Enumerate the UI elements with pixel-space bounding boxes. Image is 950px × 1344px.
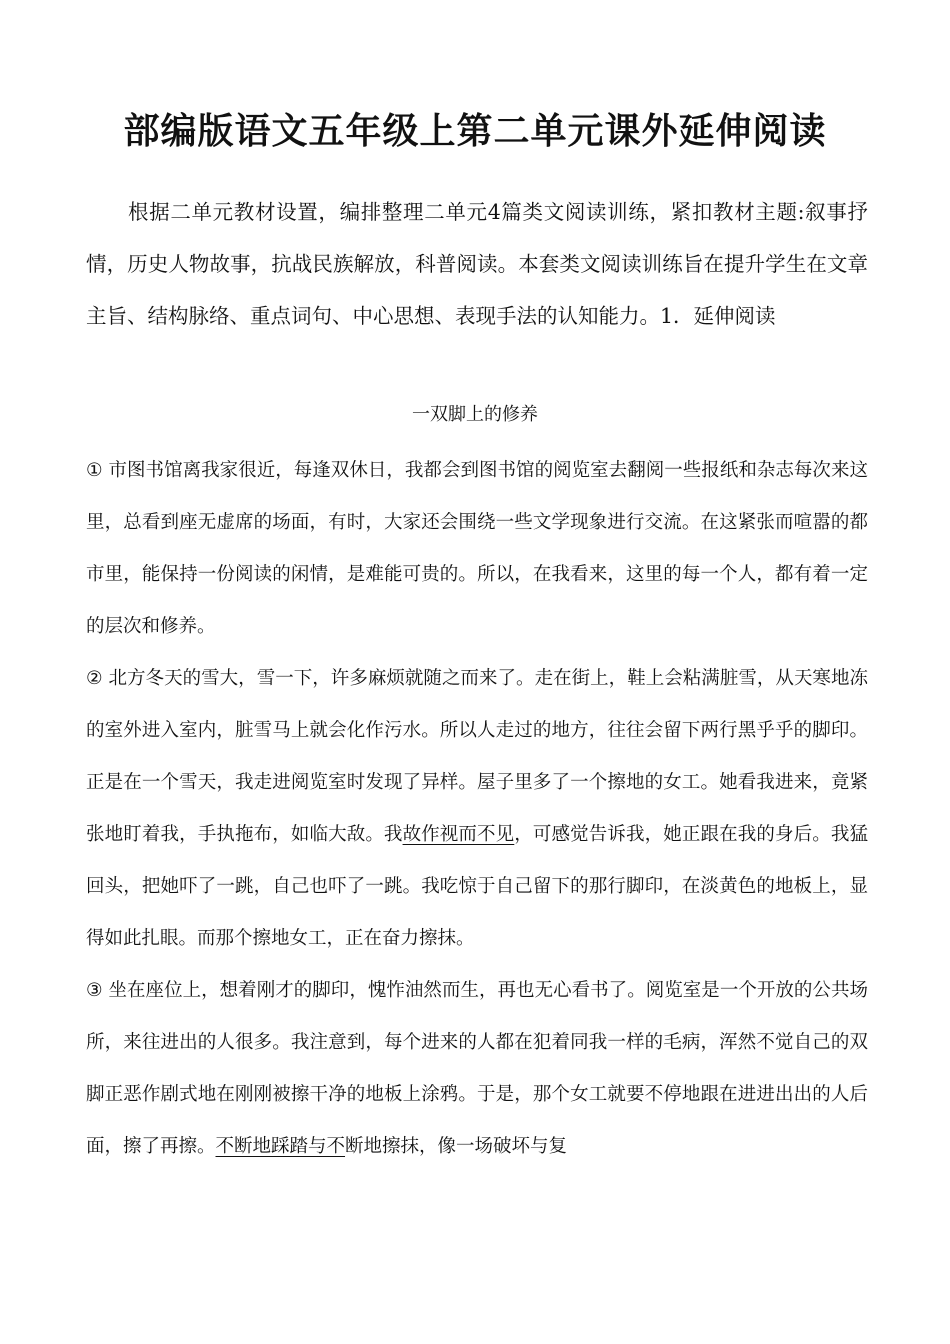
paragraph-2-underlined-phrase: 故作视而不见 <box>402 824 515 845</box>
document-title: 部编版语文五年级上第二单元课外延伸阅读 <box>123 111 827 152</box>
paragraph-1: ① 市图书馆离我家很近，每逢双休日，我都会到图书馆的阅览室去翻阅一些报纸和杂志每次来这里，总看到座无虚席的场面，有时，大家还会围绕一些文学现象进行交流。在这紧张而喧嚣的都市里，能保持一份阅读的闲情，是难能可贵的。所以，在我看来，这里的每一个人，都有着一定的层次和修养。 <box>86 460 868 637</box>
paragraph-3-text-after: 断地擦抹，像一场破坏与复 <box>345 1136 568 1157</box>
intro-paragraph: 根据二单元教材设置，编排整理二单元4篇类文阅读训练，紧扣教材主题:叙事抒情，历史人物故事，抗战民族解放，科普阅读。本套类文阅读训练旨在提升学生在文章主旨、结构脉络、重点词句、中心思想、表现手法的认知能力。1．延伸阅读 <box>86 200 868 328</box>
paragraph-2-text-before: ② 北方冬天的雪大，雪一下，许多麻烦就随之而来了。走在街上，鞋上会粘满脏雪，从天寒地冻的室外进入室内，脏雪马上就会化作污水。所以人走过的地方，往往会留下两行黑乎乎的脚印。正是在一个雪天，我走进阅览室时发现了异样。屋子里多了一个擦地的女工。她看我进来，竟紧张地盯着我，手执拖布，如临大敌。我 <box>86 668 868 845</box>
paragraph-2 <box>86 653 868 965</box>
story-body <box>86 445 868 1173</box>
paragraph-3-underlined-phrase: 不断地踩踏与不 <box>215 1136 346 1157</box>
paragraph-3-text-before: ③ 坐在座位上，想着刚才的脚印，愧怍油然而生，再也无心看书了。阅览室是一个开放的公共场所，来往进出的人很多。我注意到，每个进来的人都在犯着同我一样的毛病，浑然不觉自己的双脚正恶作剧式地在刚刚被擦干净的地板上涂鸦。于是，那个女工就要不停地跟在进进出出的人后面，擦了再擦。 <box>86 980 868 1157</box>
paragraph-2-text-after: ，可感觉告诉我，她正跟在我的身后。我猛回头，把她吓了一跳，自己也吓了一跳。我吃惊于自己留下的那行脚印，在淡黄色的地板上，显得如此扎眼。而那个擦地女工，正在奋力擦抹。 <box>86 824 868 949</box>
paragraph-3 <box>86 965 868 1173</box>
story-title: 一双脚上的修养 <box>412 404 538 425</box>
